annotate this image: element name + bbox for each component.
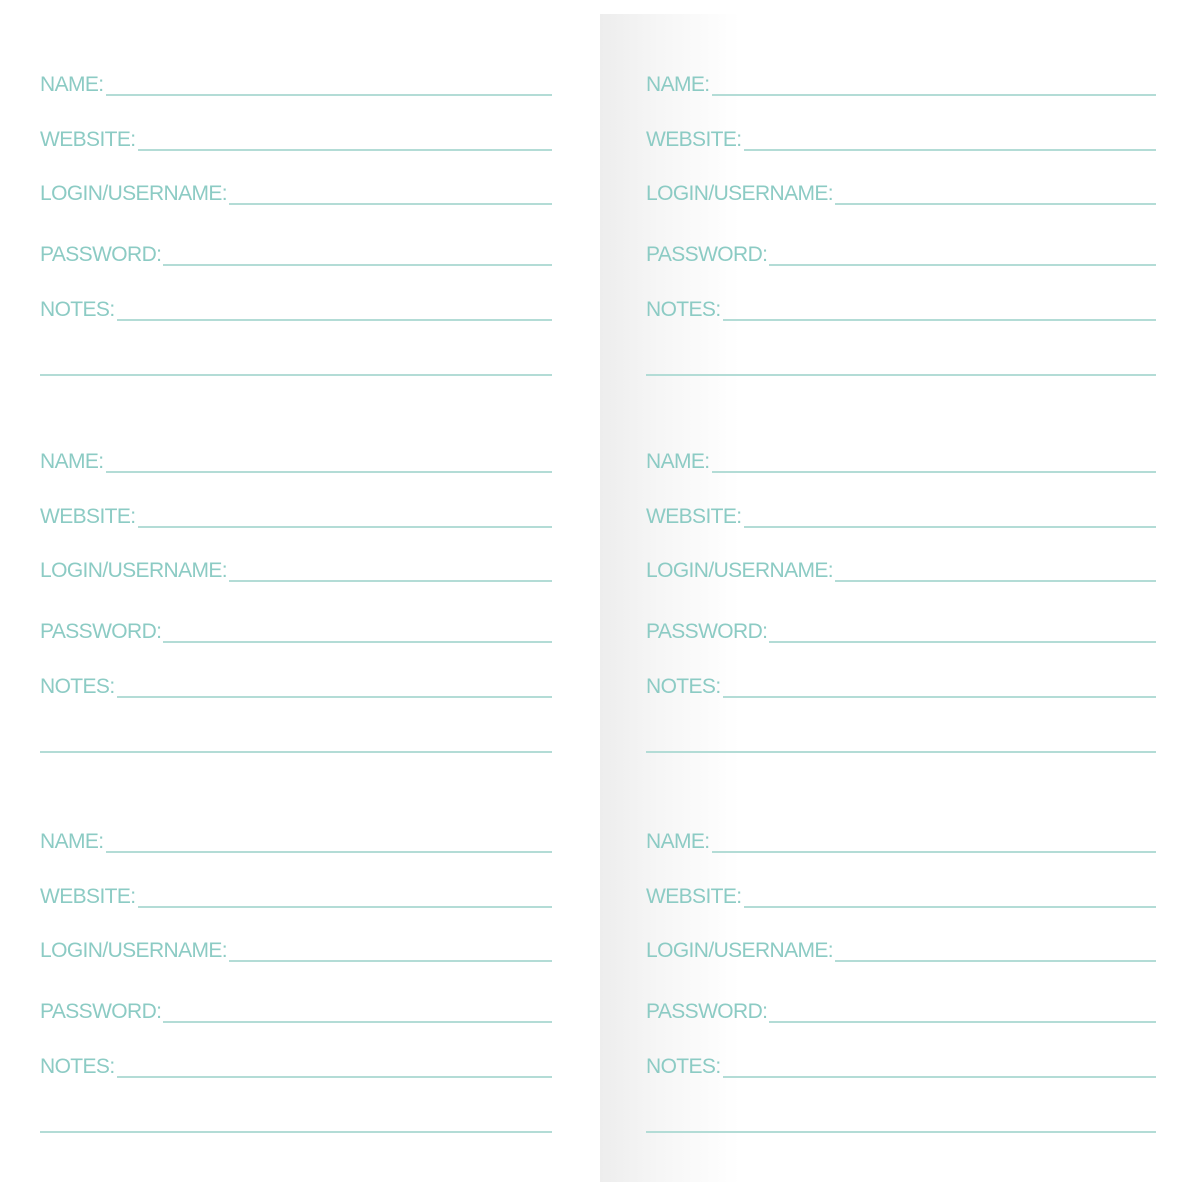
password-write-line[interactable] [163, 264, 552, 266]
name-field[interactable] [40, 445, 552, 473]
notes-write-line[interactable] [723, 696, 1156, 698]
name-field[interactable] [646, 68, 1156, 96]
name-label: NAME: [646, 73, 710, 96]
password-label: PASSWORD: [40, 620, 162, 643]
website-label: WEBSITE: [646, 505, 742, 528]
login-username-label: LOGIN/USERNAME: [646, 559, 834, 582]
website-field[interactable] [646, 500, 1156, 528]
login-username-field[interactable] [646, 934, 1156, 962]
login-username-write-line[interactable] [229, 960, 552, 962]
name-label: NAME: [40, 830, 104, 853]
password-field[interactable] [40, 995, 552, 1023]
password-entry [646, 0, 1156, 320]
notes-extra-line[interactable] [40, 1131, 552, 1133]
website-label: WEBSITE: [40, 885, 136, 908]
notes-extra-line[interactable] [40, 374, 552, 376]
website-label: WEBSITE: [40, 128, 136, 151]
password-write-line[interactable] [163, 641, 552, 643]
login-username-field[interactable] [40, 177, 552, 205]
notes-field[interactable] [646, 293, 1156, 321]
notes-write-line[interactable] [117, 1076, 552, 1078]
password-field[interactable] [646, 238, 1156, 266]
website-field[interactable] [40, 123, 552, 151]
password-entry [646, 757, 1156, 1077]
notes-write-line[interactable] [723, 1076, 1156, 1078]
notes-write-line[interactable] [117, 696, 552, 698]
name-label: NAME: [40, 73, 104, 96]
notes-write-line[interactable] [723, 319, 1156, 321]
login-username-write-line[interactable] [229, 203, 552, 205]
notes-label: NOTES: [646, 675, 721, 698]
notes-extra-line[interactable] [646, 1131, 1156, 1133]
password-label: PASSWORD: [646, 620, 768, 643]
password-write-line[interactable] [163, 1021, 552, 1023]
password-field[interactable] [646, 615, 1156, 643]
website-field[interactable] [646, 123, 1156, 151]
name-write-line[interactable] [106, 471, 552, 473]
password-field[interactable] [40, 615, 552, 643]
login-username-label: LOGIN/USERNAME: [40, 939, 228, 962]
website-write-line[interactable] [744, 526, 1156, 528]
notes-extra-line[interactable] [40, 751, 552, 753]
name-field[interactable] [40, 68, 552, 96]
password-write-line[interactable] [769, 1021, 1156, 1023]
website-field[interactable] [40, 500, 552, 528]
login-username-label: LOGIN/USERNAME: [646, 182, 834, 205]
login-username-field[interactable] [40, 934, 552, 962]
login-username-field[interactable] [40, 554, 552, 582]
notes-label: NOTES: [646, 1055, 721, 1078]
website-label: WEBSITE: [40, 505, 136, 528]
notes-field[interactable] [646, 670, 1156, 698]
notes-label: NOTES: [646, 298, 721, 321]
name-write-line[interactable] [712, 471, 1156, 473]
password-field[interactable] [646, 995, 1156, 1023]
name-field[interactable] [40, 825, 552, 853]
password-entry [646, 377, 1156, 697]
login-username-write-line[interactable] [229, 580, 552, 582]
website-label: WEBSITE: [646, 128, 742, 151]
password-entry [40, 0, 552, 320]
notes-label: NOTES: [40, 1055, 115, 1078]
name-write-line[interactable] [712, 851, 1156, 853]
website-write-line[interactable] [744, 906, 1156, 908]
password-entry [40, 757, 552, 1077]
name-label: NAME: [646, 830, 710, 853]
name-write-line[interactable] [106, 94, 552, 96]
password-write-line[interactable] [769, 264, 1156, 266]
login-username-write-line[interactable] [835, 960, 1156, 962]
name-label: NAME: [40, 450, 104, 473]
notes-field[interactable] [40, 293, 552, 321]
login-username-write-line[interactable] [835, 580, 1156, 582]
notes-field[interactable] [646, 1050, 1156, 1078]
notes-extra-line[interactable] [646, 751, 1156, 753]
login-username-field[interactable] [646, 554, 1156, 582]
login-username-write-line[interactable] [835, 203, 1156, 205]
website-write-line[interactable] [138, 526, 552, 528]
password-write-line[interactable] [769, 641, 1156, 643]
password-field[interactable] [40, 238, 552, 266]
name-field[interactable] [646, 445, 1156, 473]
password-entry [40, 377, 552, 697]
website-field[interactable] [646, 880, 1156, 908]
name-field[interactable] [646, 825, 1156, 853]
login-username-label: LOGIN/USERNAME: [646, 939, 834, 962]
website-field[interactable] [40, 880, 552, 908]
website-write-line[interactable] [138, 906, 552, 908]
name-write-line[interactable] [712, 94, 1156, 96]
notes-field[interactable] [40, 1050, 552, 1078]
login-username-field[interactable] [646, 177, 1156, 205]
login-username-label: LOGIN/USERNAME: [40, 559, 228, 582]
name-label: NAME: [646, 450, 710, 473]
notes-extra-line[interactable] [646, 374, 1156, 376]
website-label: WEBSITE: [646, 885, 742, 908]
notes-label: NOTES: [40, 675, 115, 698]
password-label: PASSWORD: [40, 243, 162, 266]
password-label: PASSWORD: [646, 1000, 768, 1023]
name-write-line[interactable] [106, 851, 552, 853]
notes-label: NOTES: [40, 298, 115, 321]
website-write-line[interactable] [744, 149, 1156, 151]
password-label: PASSWORD: [40, 1000, 162, 1023]
notes-field[interactable] [40, 670, 552, 698]
website-write-line[interactable] [138, 149, 552, 151]
notes-write-line[interactable] [117, 319, 552, 321]
password-label: PASSWORD: [646, 243, 768, 266]
login-username-label: LOGIN/USERNAME: [40, 182, 228, 205]
